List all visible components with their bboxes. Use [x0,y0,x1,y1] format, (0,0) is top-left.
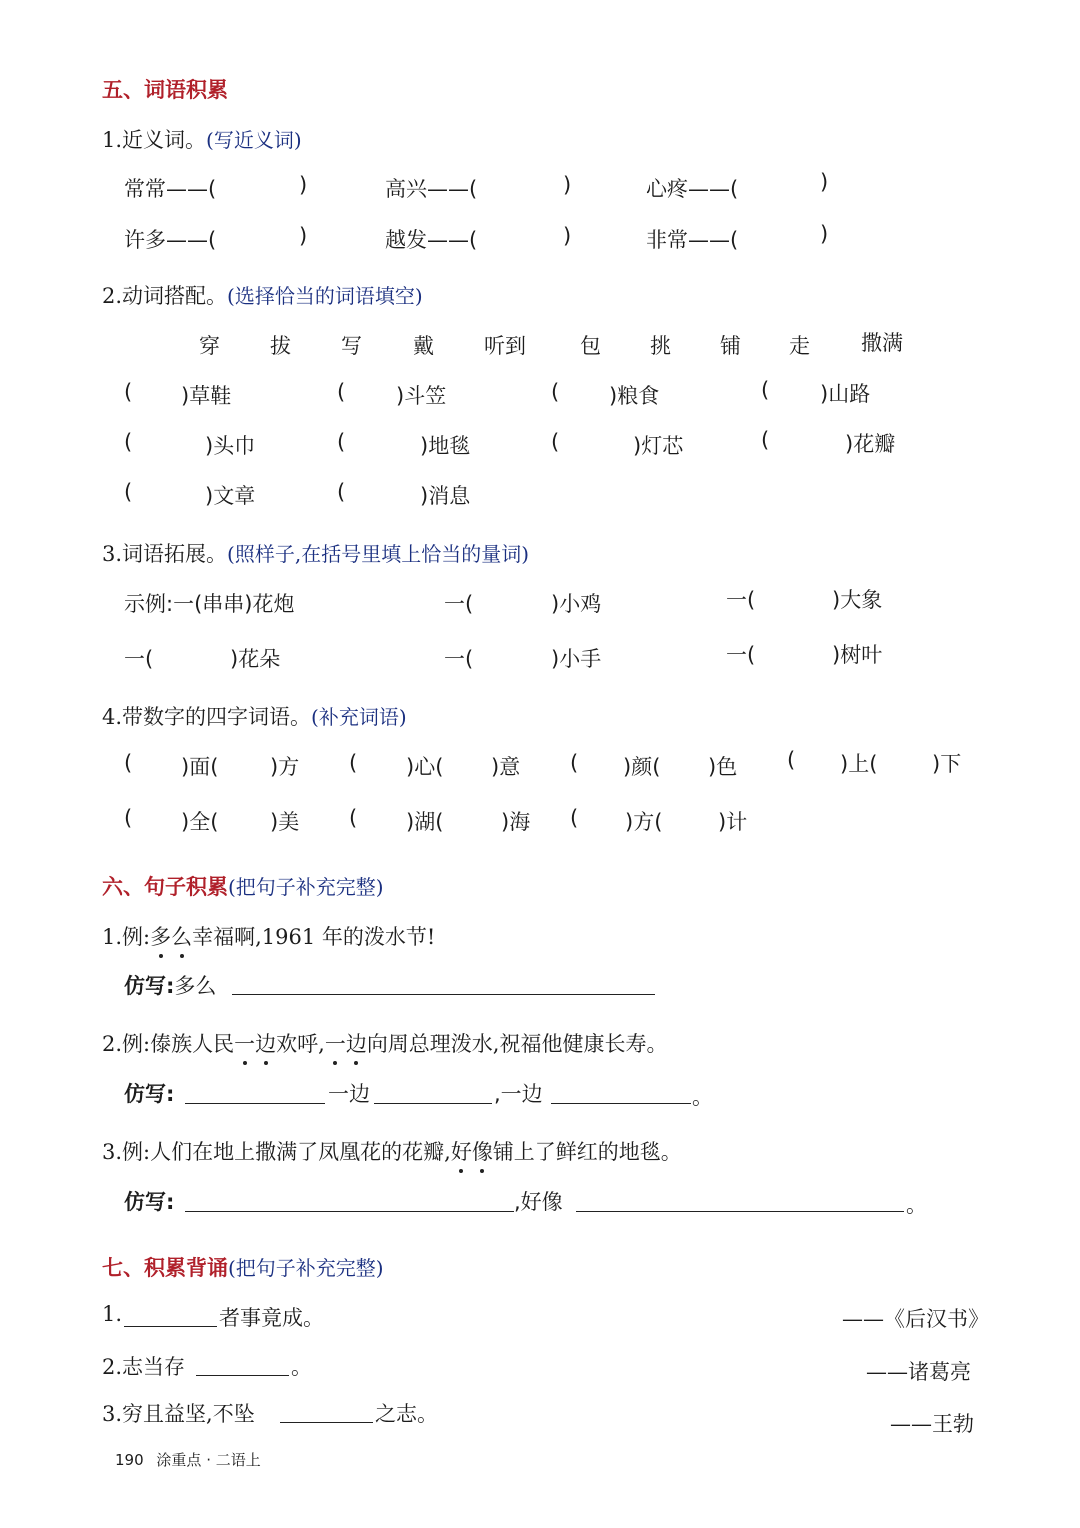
answer-blank-line[interactable] [124,1326,217,1327]
s7-text: 志当存 [122,1355,186,1379]
q2-blank-open: ( [337,380,346,404]
q1-item-3-suffix: ) [820,170,829,194]
write-label: 仿写: [124,1190,175,1214]
q2-blank-open: ( [124,380,133,404]
answer-blank-line[interactable] [185,1211,514,1212]
q2-blank-close: )斗笠 [396,384,447,408]
s6-text: 欢呼, [276,1032,325,1056]
q2-blank-close: )粮食 [609,384,660,408]
q2-blank-open: ( [124,430,133,454]
q2-blank-open: ( [124,480,133,504]
answer-blank-line[interactable] [374,1103,492,1104]
q2-blank-close: )文章 [205,484,256,508]
s6-write-1 [124,970,216,1000]
q4-part: ( [349,751,358,775]
verb-option: 铺 [720,334,741,358]
q1-item-6-prefix: 非常——( [646,228,739,252]
section-7-title [102,1252,384,1282]
s6-text: 向周总理泼水,祝福他健康长寿。 [366,1032,668,1056]
q3-blank-open: 一( [124,647,154,671]
write-end: 。 [906,1193,927,1217]
s7-text: 之志。 [375,1402,438,1426]
q4-part: )下 [932,752,962,776]
write-mid: 一边 [328,1082,370,1106]
q2-blank-close: )消息 [420,484,471,508]
q2-label: 动词搭配。 [122,284,228,308]
q1-item-6-suffix: ) [820,222,829,246]
q3-blank-open: 一( [726,643,756,667]
q4-note: (补充词语) [311,705,407,729]
q3-blank-open: 一( [444,647,474,671]
section-5-title: 五、词语积累 [102,78,228,102]
dotted-char: 边 [345,1032,367,1056]
s7-item-3 [102,1398,255,1428]
dotted-char: 一 [234,1032,256,1056]
q4-label: 带数字的四字词语。 [122,705,312,729]
q2-header [102,280,423,310]
q4-part: )色 [708,755,738,779]
q4-part: ( [787,748,796,772]
verb-option: 走 [789,334,810,358]
s7-item-2 [102,1351,185,1381]
section-7-title-text: 七、积累背诵 [102,1256,228,1280]
s7-text: 者事竟成。 [219,1306,324,1330]
dotted-char: 多 [150,925,172,949]
dotted-char: 边 [255,1032,277,1056]
s7-source: ——王勃 [890,1412,974,1436]
q2-blank-open: ( [761,378,770,402]
q4-num: 4. [102,705,123,729]
s6-example-1 [102,921,435,951]
s7-text: 穷且益坚,不坠 [122,1402,255,1426]
q1-item-2-suffix: ) [563,173,572,197]
s7-num: 3. [102,1402,123,1426]
q4-part: )面( [181,755,219,779]
q3-num: 3. [102,542,123,566]
q2-blank-close: )头巾 [205,434,256,458]
q3-blank-close: )小手 [551,647,602,671]
q1-item-5-suffix: ) [563,224,572,248]
q4-part: ( [570,751,579,775]
section-6-title-text: 六、句子积累 [102,875,228,899]
write-label: 仿写: [124,1082,175,1106]
section-6-note: (把句子补充完整) [228,875,384,899]
q3-blank-close: )树叶 [832,643,883,667]
book-title: 涂重点 · 二语上 [156,1451,261,1469]
verb-option: 穿 [199,334,220,358]
q2-blank-close: )花瓣 [845,432,896,456]
q1-header [102,124,302,154]
s6-text: 人们在地上撒满了凤凰花的花瓣, [150,1140,451,1164]
q4-part: )全( [181,810,219,834]
s7-source: ——诸葛亮 [866,1360,971,1384]
write-mid: ,好像 [514,1190,563,1214]
section-7-note: (把句子补充完整) [228,1256,384,1280]
s7-num: 2. [102,1355,123,1379]
q4-part: )意 [491,755,521,779]
s6-example-2 [102,1028,668,1058]
q1-item-1-suffix: ) [299,173,308,197]
q2-blank-close: )地毯 [420,434,471,458]
dotted-char: 好 [450,1140,472,1164]
write-end: 。 [692,1085,713,1109]
q4-part: )方 [270,755,300,779]
q2-blank-close: )灯芯 [633,434,684,458]
verb-option: 挑 [650,334,671,358]
q4-part: ( [570,806,579,830]
write-mid: ,一边 [494,1082,543,1106]
q3-label: 词语拓展。 [122,542,228,566]
q1-item-5-prefix: 越发——( [385,228,478,252]
q3-blank-close: )大象 [832,588,883,612]
q1-item-1-prefix: 常常——( [124,177,217,201]
s6-text: 铺上了鲜红的地毯。 [492,1140,682,1164]
answer-blank-line[interactable] [280,1422,373,1423]
s6-num: 2. [102,1032,123,1056]
verb-option: 拔 [270,334,291,358]
q1-note: (写近义词) [206,128,302,152]
q2-note: (选择恰当的词语填空) [227,284,423,308]
answer-blank-line[interactable] [185,1103,325,1104]
answer-blank-line[interactable] [232,994,655,995]
q4-part: )湖( [406,810,444,834]
q3-blank-close: )小鸡 [551,592,602,616]
section-6-title [102,871,384,901]
s6-pre: 例: [122,925,151,949]
dotted-char: 一 [324,1032,346,1056]
write-prefix: 多么 [174,974,217,998]
q3-blank-open: 一( [444,592,474,616]
s7-source: ——《后汉书》 [842,1307,989,1331]
s6-num: 1. [102,925,123,949]
q2-blank-open: ( [337,480,346,504]
dotted-char: 么 [171,925,193,949]
s6-num: 3. [102,1140,123,1164]
q1-label: 近义词。 [122,128,207,152]
q2-blank-open: ( [337,430,346,454]
verb-option: 戴 [413,334,434,358]
q4-part: )颜( [623,755,661,779]
s6-pre: 例: [122,1032,151,1056]
page-number: 190 [115,1451,144,1469]
verb-option: 写 [341,334,362,358]
q4-part: )计 [718,810,748,834]
q2-blank-close: )草鞋 [181,384,232,408]
s7-text: 。 [291,1355,312,1379]
q4-part: )海 [501,810,531,834]
q2-num: 2. [102,284,123,308]
q3-header [102,538,529,568]
q4-part: )心( [406,755,444,779]
q4-part: )上( [840,752,878,776]
q1-num: 1. [102,128,123,152]
q2-blank-open: ( [761,428,770,452]
verb-option: 撒满 [861,331,903,355]
page-footer [115,1449,261,1470]
q3-example: 示例:一(串串)花炮 [124,592,295,616]
q1-item-4-suffix: ) [299,224,308,248]
q1-item-3-prefix: 心疼——( [646,177,739,201]
answer-blank-line[interactable] [196,1375,289,1376]
q4-part: ( [124,806,133,830]
s6-text: 傣族人民 [150,1032,235,1056]
answer-blank-line[interactable] [576,1211,904,1212]
q3-note: (照样子,在括号里填上恰当的量词) [227,542,530,566]
q3-blank-close: )花朵 [230,647,281,671]
verb-option: 听到 [484,334,526,358]
q4-header [102,701,407,731]
q2-blank-close: )山路 [820,382,871,406]
q1-item-4-prefix: 许多——( [124,228,217,252]
verb-option: 包 [580,334,601,358]
q2-blank-open: ( [551,380,560,404]
dotted-char: 像 [471,1140,493,1164]
write-label: 仿写: [124,974,175,998]
q4-part: )美 [270,810,300,834]
answer-blank-line[interactable] [551,1103,691,1104]
q4-part: ( [349,806,358,830]
q3-blank-open: 一( [726,588,756,612]
q4-part: ( [124,751,133,775]
q1-item-2-prefix: 高兴——( [385,177,478,201]
s6-rest: 幸福啊,1961 年的泼水节! [192,925,436,949]
s6-example-3 [102,1136,682,1166]
q4-part: )方( [625,810,663,834]
q2-blank-open: ( [551,430,560,454]
s7-num: 1. [102,1302,123,1326]
s6-pre: 例: [122,1140,151,1164]
